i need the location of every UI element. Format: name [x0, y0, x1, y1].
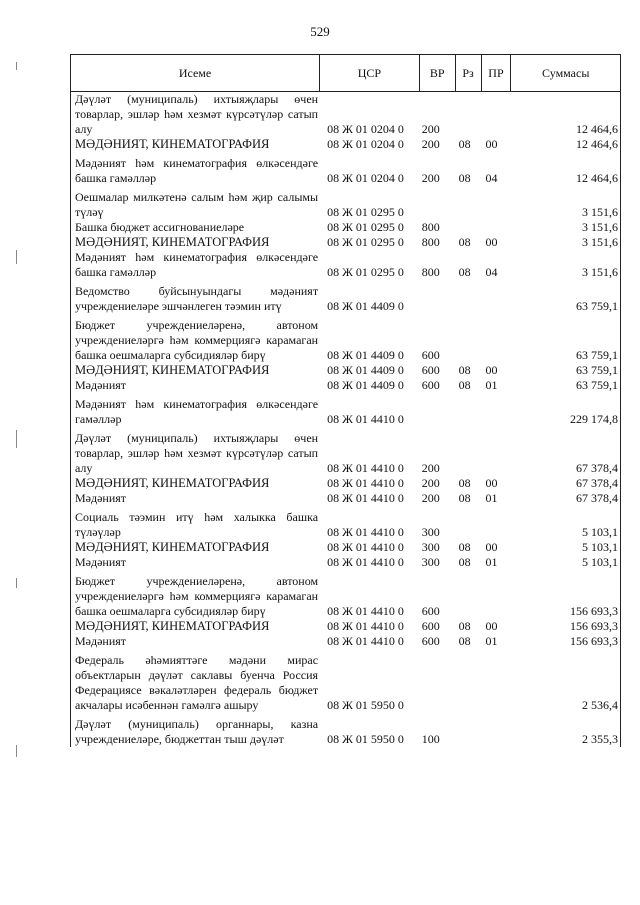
cell-name: Мәдәният: [75, 555, 127, 569]
cell-csr: 08 Ж 01 4410 0: [327, 540, 404, 554]
cell-sum: 5 103,1: [582, 540, 618, 554]
cell-sum: 12 464,6: [576, 171, 618, 185]
cell-name: Федераль әһәмияттәге мәдәни мирас объектларын дәүләт саклавы буенча Россия Федерациясе вәкаләтләрен федераль бюджет акчалары исәбеннән гамәлгә ашыру: [75, 653, 319, 712]
cell-sum: 63 759,1: [576, 299, 618, 313]
table-row: [71, 476, 620, 491]
cell-sum: 2 536,4: [582, 698, 618, 712]
cell-sum: 3 151,6: [582, 205, 618, 219]
table-row: [71, 491, 620, 506]
cell-csr: 08 Ж 01 4409 0: [327, 378, 404, 392]
cell-name: Бюджет учреждениеләренә, автоном учреждениеләргә һәм коммерциягә карамаган башка оешмаларга субсидияләр бирү: [75, 574, 319, 618]
cell-vr: 600: [421, 604, 440, 618]
cell-sum: 229 174,8: [570, 412, 618, 426]
table-row: [71, 235, 620, 250]
cell-sum: 156 693,3: [570, 604, 618, 618]
cell-rz: 08: [458, 235, 471, 249]
cell-name: Дәүләт (муниципаль) органнары, казна учреждениеләре, бюджеттан тыш дәүләт: [75, 717, 319, 746]
cell-vr: 200: [421, 171, 440, 185]
cell-pr: 04: [485, 171, 498, 185]
cell-csr: 08 Ж 01 4410 0: [327, 412, 404, 426]
cell-sum: 12 464,6: [576, 122, 618, 136]
cell-vr: 800: [421, 265, 440, 279]
cell-csr: 08 Ж 01 5950 0: [327, 732, 404, 746]
cell-vr: 300: [421, 555, 440, 569]
cell-vr: 600: [421, 363, 440, 377]
cell-name: Ведомство буйсынуындагы мәдәният учреждениеләре эшчәнлеген тәэмин итү: [75, 284, 319, 313]
cell-vr: 300: [421, 540, 440, 554]
table-row: [71, 619, 620, 634]
cell-csr: 08 Ж 01 4410 0: [327, 476, 404, 490]
cell-pr: 00: [485, 137, 498, 151]
cell-vr: 800: [421, 220, 440, 234]
cell-pr: 00: [485, 476, 498, 490]
table-row: [71, 137, 620, 152]
cell-sum: 156 693,3: [570, 634, 618, 648]
cell-pr: 04: [485, 265, 498, 279]
table-body: [70, 92, 621, 747]
cell-name: Мәдәният: [75, 378, 127, 392]
cell-sum: 63 759,1: [576, 348, 618, 362]
cell-name: Мәдәният һәм кинематография өлкәсендәге гамәлләр: [75, 397, 319, 426]
cell-pr: 00: [485, 540, 498, 554]
table-row: [71, 220, 620, 235]
cell-sum: 67 378,4: [576, 461, 618, 475]
cell-rz: 08: [458, 476, 471, 490]
cell-csr: 08 Ж 01 4410 0: [327, 634, 404, 648]
cell-name: Социаль тәэмин итү һәм халыкка башка түләүләр: [75, 510, 319, 539]
cell-rz: 08: [458, 265, 471, 279]
table-row: [71, 156, 620, 186]
header-pr: ПР: [482, 55, 512, 91]
cell-csr: 08 Ж 01 0204 0: [327, 122, 404, 136]
cell-csr: 08 Ж 01 4409 0: [327, 299, 404, 313]
cell-rz: 08: [458, 634, 471, 648]
cell-rz: 08: [458, 491, 471, 505]
cell-csr: 08 Ж 01 4409 0: [327, 348, 404, 362]
cell-csr: 08 Ж 01 0295 0: [327, 220, 404, 234]
cell-vr: 200: [421, 476, 440, 490]
table-row: [71, 634, 620, 649]
cell-rz: 08: [458, 137, 471, 151]
cell-sum: 2 355,3: [582, 732, 618, 746]
cell-rz: 08: [458, 171, 471, 185]
margin-mark: [16, 430, 17, 448]
cell-pr: 01: [485, 378, 498, 392]
cell-vr: 300: [421, 525, 440, 539]
table-row: [71, 510, 620, 540]
cell-pr: 00: [485, 363, 498, 377]
cell-name: Мәдәният һәм кинематография өлкәсендәге башка гамәлләр: [75, 156, 319, 185]
cell-name: МӘДӘНИЯТ, КИНЕМАТОГРАФИЯ: [75, 540, 270, 554]
cell-vr: 200: [421, 137, 440, 151]
cell-name: МӘДӘНИЯТ, КИНЕМАТОГРАФИЯ: [75, 363, 270, 377]
cell-csr: 08 Ж 01 0204 0: [327, 171, 404, 185]
budget-table: [70, 54, 621, 747]
cell-name: МӘДӘНИЯТ, КИНЕМАТОГРАФИЯ: [75, 619, 270, 633]
cell-sum: 67 378,4: [576, 491, 618, 505]
cell-vr: 600: [421, 348, 440, 362]
cell-vr: 100: [421, 732, 440, 746]
cell-sum: 3 151,6: [582, 265, 618, 279]
cell-vr: 200: [421, 461, 440, 475]
table-row: [71, 397, 620, 427]
cell-vr: 600: [421, 619, 440, 633]
margin-mark: [16, 62, 17, 70]
cell-name: Дәүләт (муниципаль) ихтыяҗлары өчен товарлар, эшләр һәм хезмәт күрсәтүләр сатып алу: [75, 92, 319, 136]
table-row: [71, 250, 620, 280]
header-rz: Рз: [456, 55, 482, 91]
cell-sum: 3 151,6: [582, 235, 618, 249]
cell-csr: 08 Ж 01 4410 0: [327, 619, 404, 633]
cell-csr: 08 Ж 01 0295 0: [327, 265, 404, 279]
cell-vr: 200: [421, 122, 440, 136]
table-row: [71, 540, 620, 555]
cell-csr: 08 Ж 01 4409 0: [327, 363, 404, 377]
table-row: [71, 190, 620, 220]
cell-name: Мәдәният: [75, 491, 127, 505]
cell-sum: 5 103,1: [582, 555, 618, 569]
margin-mark: [16, 250, 17, 264]
cell-name: Оешмалар милкәтенә салым һәм җир салымы түләү: [75, 190, 319, 219]
cell-rz: 08: [458, 378, 471, 392]
cell-name: МӘДӘНИЯТ, КИНЕМАТОГРАФИЯ: [75, 476, 270, 490]
header-vr: ВР: [420, 55, 456, 91]
cell-pr: 00: [485, 235, 498, 249]
cell-vr: 600: [421, 634, 440, 648]
cell-sum: 67 378,4: [576, 476, 618, 490]
table-row: [71, 318, 620, 363]
cell-csr: 08 Ж 01 4410 0: [327, 604, 404, 618]
cell-pr: 01: [485, 634, 498, 648]
table-row: [71, 284, 620, 314]
cell-rz: 08: [458, 363, 471, 377]
cell-vr: 600: [421, 378, 440, 392]
margin-mark: [16, 578, 17, 588]
cell-rz: 08: [458, 555, 471, 569]
cell-csr: 08 Ж 01 0204 0: [327, 137, 404, 151]
table-header: [70, 54, 621, 92]
page-number: 529: [310, 24, 330, 39]
cell-name: Башка бюджет ассигнованиеләре: [75, 220, 245, 234]
table-row: [71, 555, 620, 570]
cell-csr: 08 Ж 01 4410 0: [327, 525, 404, 539]
cell-sum: 156 693,3: [570, 619, 618, 633]
cell-pr: 00: [485, 619, 498, 633]
cell-vr: 200: [421, 491, 440, 505]
cell-pr: 01: [485, 491, 498, 505]
header-sum: Суммасы: [542, 65, 590, 80]
table-row: [71, 717, 620, 747]
cell-csr: 08 Ж 01 4410 0: [327, 461, 404, 475]
table-row: [71, 653, 620, 713]
cell-name: МӘДӘНИЯТ, КИНЕМАТОГРАФИЯ: [75, 137, 270, 151]
cell-csr: 08 Ж 01 4410 0: [327, 555, 404, 569]
cell-name: Дәүләт (муниципаль) ихтыяҗлары өчен товарлар, эшләр һәм хезмәт күрсәтүләр сатып алу: [75, 431, 319, 475]
cell-sum: 63 759,1: [576, 378, 618, 392]
table-row: [71, 574, 620, 619]
header-csr: ЦСР: [320, 55, 420, 91]
table-row: [71, 92, 620, 137]
cell-name: Мәдәният: [75, 634, 127, 648]
cell-name: МӘДӘНИЯТ, КИНЕМАТОГРАФИЯ: [75, 235, 270, 249]
cell-rz: 08: [458, 619, 471, 633]
cell-csr: 08 Ж 01 0295 0: [327, 205, 404, 219]
table-row: [71, 431, 620, 476]
cell-vr: 800: [421, 235, 440, 249]
cell-pr: 01: [485, 555, 498, 569]
table-row: [71, 363, 620, 378]
margin-mark: [16, 745, 17, 757]
cell-sum: 3 151,6: [582, 220, 618, 234]
cell-sum: 12 464,6: [576, 137, 618, 151]
cell-csr: 08 Ж 01 4410 0: [327, 491, 404, 505]
header-name: Исеме: [71, 55, 320, 91]
cell-csr: 08 Ж 01 0295 0: [327, 235, 404, 249]
cell-sum: 63 759,1: [576, 363, 618, 377]
cell-name: Мәдәният һәм кинематография өлкәсендәге башка гамәлләр: [75, 250, 319, 279]
cell-name: Бюджет учреждениеләренә, автоном учреждениеләргә һәм коммерциягә карамаган башка оешмаларга субсидияләр бирү: [75, 318, 319, 362]
cell-rz: 08: [458, 540, 471, 554]
cell-csr: 08 Ж 01 5950 0: [327, 698, 404, 712]
table-row: [71, 378, 620, 393]
cell-sum: 5 103,1: [582, 525, 618, 539]
